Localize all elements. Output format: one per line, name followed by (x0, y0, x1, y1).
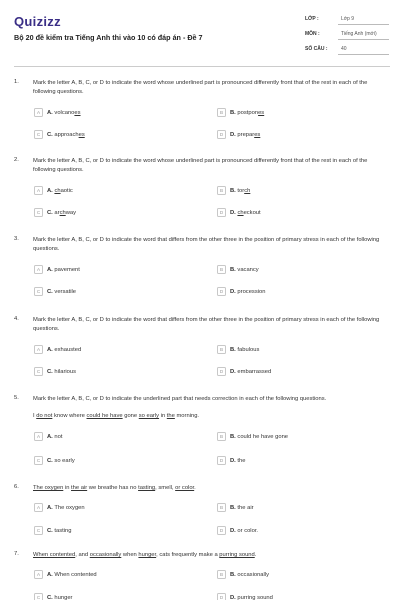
option-letter-box: A (34, 503, 43, 512)
question-prompt: The oxygen in the air we breathe has no tasting, smell, or color. (33, 485, 196, 491)
option-letter-box: D (217, 456, 226, 465)
option-text: A. volcanoes (47, 109, 81, 116)
option-text: A. exhausted (47, 346, 82, 353)
option-letter-box: A (34, 345, 43, 354)
question-number: 3. (14, 236, 19, 242)
option-letter-box: D (217, 130, 226, 139)
question-sentence: I do not know where could he have gone so early in the morning. (33, 413, 200, 419)
meta-value: Lớp 9 (341, 16, 355, 22)
option-text: B. fabulous (230, 346, 260, 353)
question-number: 1. (14, 79, 19, 85)
option-letter-box: B (217, 186, 226, 195)
option-text: B. postpones (230, 109, 265, 116)
option-letter-box: A (34, 108, 43, 117)
option-text: C. hilarious (47, 368, 77, 375)
option-letter-box: A (34, 265, 43, 274)
option-letter-box: C (34, 526, 43, 535)
option-text: D. checkout (230, 209, 261, 216)
option-text: D. procession (230, 288, 266, 295)
question-prompt: Mark the letter A, B, C, or D to indicate the underlined part that needs correction in each of the following questions. (33, 396, 327, 402)
option-text: A. not (47, 433, 63, 440)
option-letter-box: D (217, 526, 226, 535)
option-letter-box: B (217, 108, 226, 117)
option-text: B. could he have gone (230, 433, 289, 440)
question-number: 2. (14, 157, 19, 163)
question-number: 7. (14, 551, 19, 557)
option-text: D. embarrassed (230, 368, 272, 375)
option-letter-box: B (217, 570, 226, 579)
option-text: D. or color. (230, 527, 259, 534)
question-number: 6. (14, 484, 19, 490)
option-letter-box: D (217, 593, 226, 600)
option-letter-box: B (217, 265, 226, 274)
meta-underline (338, 54, 389, 55)
question-prompt: Mark the letter A, B, C, or D to indicate the word whose underlined part is pronounced differently front that of the rest in each of the following questions. (33, 158, 368, 174)
option-letter-box: C (34, 367, 43, 376)
option-letter-box: C (34, 287, 43, 296)
option-text: C. archway (47, 209, 77, 216)
question-prompt: Mark the letter A, B, C, or D to indicate the word that differs from the other three in the position of primary stress in each of the following questions. (33, 317, 380, 333)
option-text: A. chaotic (47, 187, 73, 194)
option-text: C. approaches (47, 131, 85, 138)
question-prompt: When contented, and occasionally when hunger, cats frequently make a purring sound. (33, 552, 257, 558)
question-prompt: Mark the letter A, B, C, or D to indicate the word whose underlined part is pronounced differently front that of the rest in each of the following questions. (33, 80, 368, 96)
question-number: 4. (14, 316, 19, 322)
option-letter-box: D (217, 367, 226, 376)
meta-value: Tiếng Anh (mới) (341, 31, 377, 37)
document-header (0, 0, 400, 70)
option-text: B. vacancy (230, 266, 259, 273)
option-letter-box: A (34, 186, 43, 195)
option-text: A. When contented (47, 571, 97, 578)
option-letter-box: A (34, 570, 43, 579)
option-text: C. tasting (47, 527, 72, 534)
option-letter-box: C (34, 456, 43, 465)
quizizz-logo: Quizizz (14, 14, 61, 29)
option-letter-box: C (34, 593, 43, 600)
option-text: B. torch (230, 187, 251, 194)
option-text: A. The oxygen (47, 504, 85, 511)
question-prompt: Mark the letter A, B, C, or D to indicate the word that differs from the other three in the position of primary stress in each of the following questions. (33, 237, 380, 253)
option-letter-box: C (34, 208, 43, 217)
option-text: C. so early (47, 457, 75, 464)
option-letter-box: B (217, 345, 226, 354)
meta-underline (338, 39, 389, 40)
option-text: D. purring sound (230, 594, 273, 600)
option-letter-box: D (217, 287, 226, 296)
option-letter-box: C (34, 130, 43, 139)
meta-label: LỚP : (305, 16, 319, 22)
document-title: Bộ 20 đề kiểm tra Tiếng Anh thi vào 10 có đáp án - Đề 7 (14, 33, 203, 42)
option-letter-box: D (217, 208, 226, 217)
option-text: C. versatile (47, 288, 77, 295)
option-letter-box: A (34, 432, 43, 441)
option-text: D. the (230, 457, 246, 464)
option-letter-box: B (217, 432, 226, 441)
option-text: D. prepares (230, 131, 261, 138)
meta-label: MÔN : (305, 31, 320, 37)
option-text: B. the air (230, 504, 254, 511)
option-letter-box: B (217, 503, 226, 512)
meta-underline (338, 24, 389, 25)
option-text: B. occasionally (230, 571, 270, 578)
question-number: 5. (14, 395, 19, 401)
header-divider (14, 66, 390, 67)
option-text: A. pavement (47, 266, 80, 273)
meta-value: 40 (341, 46, 347, 52)
meta-label: SỐ CÂU : (305, 46, 328, 52)
option-text: C. hunger (47, 594, 73, 600)
